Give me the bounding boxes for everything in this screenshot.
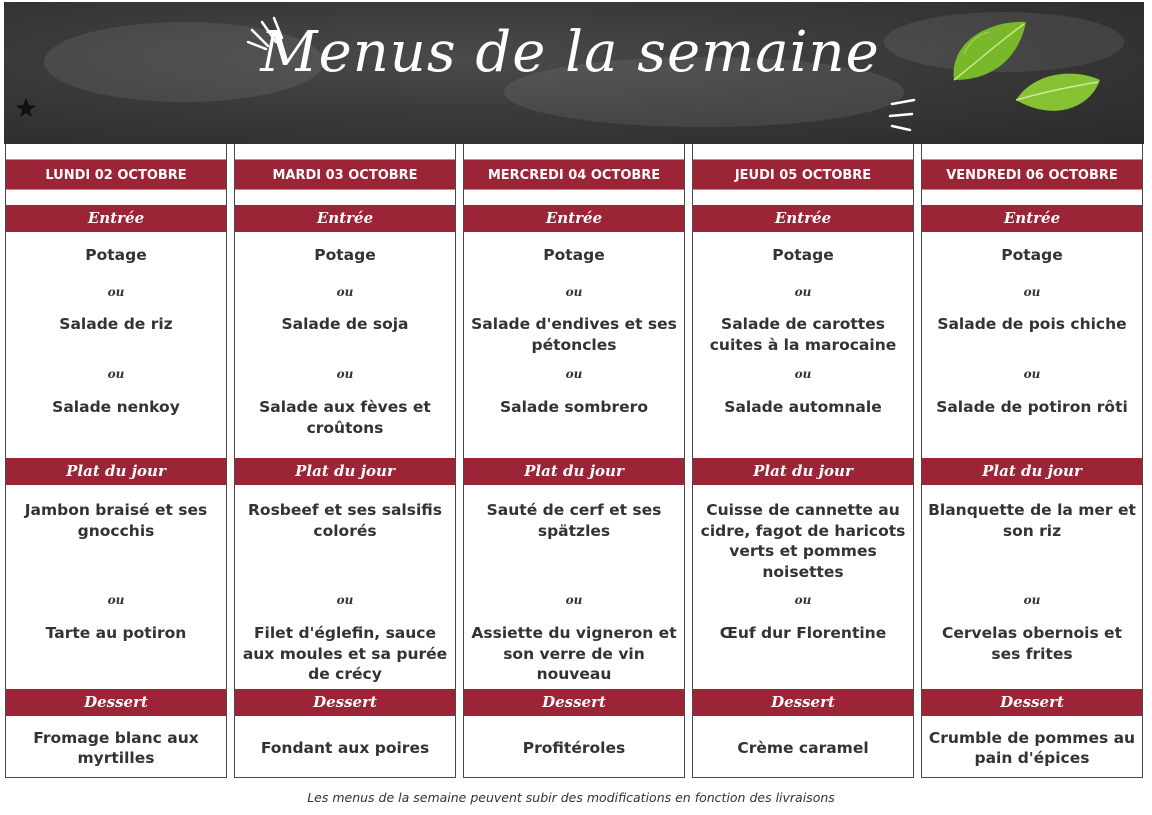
section-header-dessert: Dessert <box>6 689 226 716</box>
or-separator: ou <box>1023 285 1041 299</box>
entree-dish: Salade d'endives et ses pétoncles <box>471 315 677 354</box>
section-header-dessert: Dessert <box>693 689 913 716</box>
section-header-entree: Entrée <box>6 205 226 232</box>
or-separator: ou <box>336 367 354 381</box>
chalkboard-header <box>4 2 1144 144</box>
or-separator: ou <box>107 285 125 299</box>
entree-dish: Salade de soja <box>281 315 409 333</box>
page-title: Menus de la semaine <box>260 20 880 85</box>
entree-dish: Salade automnale <box>724 398 882 416</box>
section-header-plat: Plat du jour <box>235 458 455 485</box>
or-separator: ou <box>794 285 812 299</box>
or-separator: ou <box>107 367 125 381</box>
section-header-dessert: Dessert <box>464 689 684 716</box>
chalk-lines-icon <box>890 100 914 130</box>
footnote: Les menus de la semaine peuvent subir des modifications en fonction des livraisons <box>307 790 835 805</box>
day-header: LUNDI 02 OCTOBRE <box>6 159 226 190</box>
day-column-vendredi <box>921 144 1143 778</box>
plat-dish: Tarte au potiron <box>45 624 187 642</box>
plat-dish: Sauté de cerf et ses spätzles <box>486 501 662 540</box>
section-header-plat: Plat du jour <box>693 458 913 485</box>
entree-dish: Potage <box>85 246 147 264</box>
dessert-dish: Crumble de pommes au pain d'épices <box>928 728 1136 767</box>
or-separator: ou <box>794 367 812 381</box>
entree-dish: Salade de riz <box>59 315 173 333</box>
section-header-dessert: Dessert <box>922 689 1142 716</box>
section-header-plat: Plat du jour <box>464 458 684 485</box>
entree-dish: Potage <box>543 246 605 264</box>
day-column-jeudi <box>692 144 914 778</box>
day-header: MARDI 03 OCTOBRE <box>235 159 455 190</box>
plat-dish: Œuf dur Florentine <box>719 624 887 642</box>
dessert-dish: Fondant aux poires <box>260 738 430 757</box>
entree-dish: Potage <box>772 246 834 264</box>
day-header: JEUDI 05 OCTOBRE <box>693 159 913 190</box>
or-separator: ou <box>565 285 583 299</box>
section-header-entree: Entrée <box>922 205 1142 232</box>
entree-dish: Salade de pois chiche <box>937 315 1127 333</box>
section-header-plat: Plat du jour <box>6 458 226 485</box>
section-header-entree: Entrée <box>693 205 913 232</box>
day-column-lundi <box>5 144 227 778</box>
plat-dish: Cervelas obernois et ses frites <box>942 624 1122 663</box>
day-column-mardi <box>234 144 456 778</box>
or-separator: ou <box>794 593 812 607</box>
dessert-dish: Fromage blanc aux myrtilles <box>33 728 199 767</box>
entree-dish: Potage <box>314 246 376 264</box>
dessert-dish: Profitéroles <box>522 738 626 757</box>
plat-dish: Filet d'églefin, sauce aux moules et sa purée de crécy <box>242 624 448 683</box>
plat-dish: Blanquette de la mer et son riz <box>928 501 1136 540</box>
star-icon <box>16 98 36 117</box>
entree-dish: Salade de carottes cuites à la marocaine <box>709 315 897 354</box>
or-separator: ou <box>565 593 583 607</box>
plat-dish: Rosbeef et ses salsifis colorés <box>248 501 442 540</box>
plat-dish: Jambon braisé et ses gnocchis <box>24 501 208 540</box>
plat-dish: Cuisse de cannette au cidre, fagot de haricots verts et pommes noisettes <box>700 501 906 581</box>
entree-dish: Potage <box>1001 246 1063 264</box>
plat-dish: Assiette du vigneron et son verre de vin nouveau <box>471 624 677 683</box>
or-separator: ou <box>336 285 354 299</box>
day-column-mercredi <box>463 144 685 778</box>
section-header-plat: Plat du jour <box>922 458 1142 485</box>
entree-dish: Salade de potiron rôti <box>936 398 1128 416</box>
entree-dish: Salade sombrero <box>500 398 648 416</box>
entree-dish: Salade nenkoy <box>52 398 180 416</box>
section-header-dessert: Dessert <box>235 689 455 716</box>
day-header: MERCREDI 04 OCTOBRE <box>464 159 684 190</box>
or-separator: ou <box>107 593 125 607</box>
dessert-dish: Crème caramel <box>737 738 869 757</box>
section-header-entree: Entrée <box>235 205 455 232</box>
or-separator: ou <box>565 367 583 381</box>
day-header: VENDREDI 06 OCTOBRE <box>922 159 1142 190</box>
or-separator: ou <box>336 593 354 607</box>
entree-dish: Salade aux fèves et croûtons <box>259 398 431 437</box>
section-header-entree: Entrée <box>464 205 684 232</box>
or-separator: ou <box>1023 367 1041 381</box>
or-separator: ou <box>1023 593 1041 607</box>
